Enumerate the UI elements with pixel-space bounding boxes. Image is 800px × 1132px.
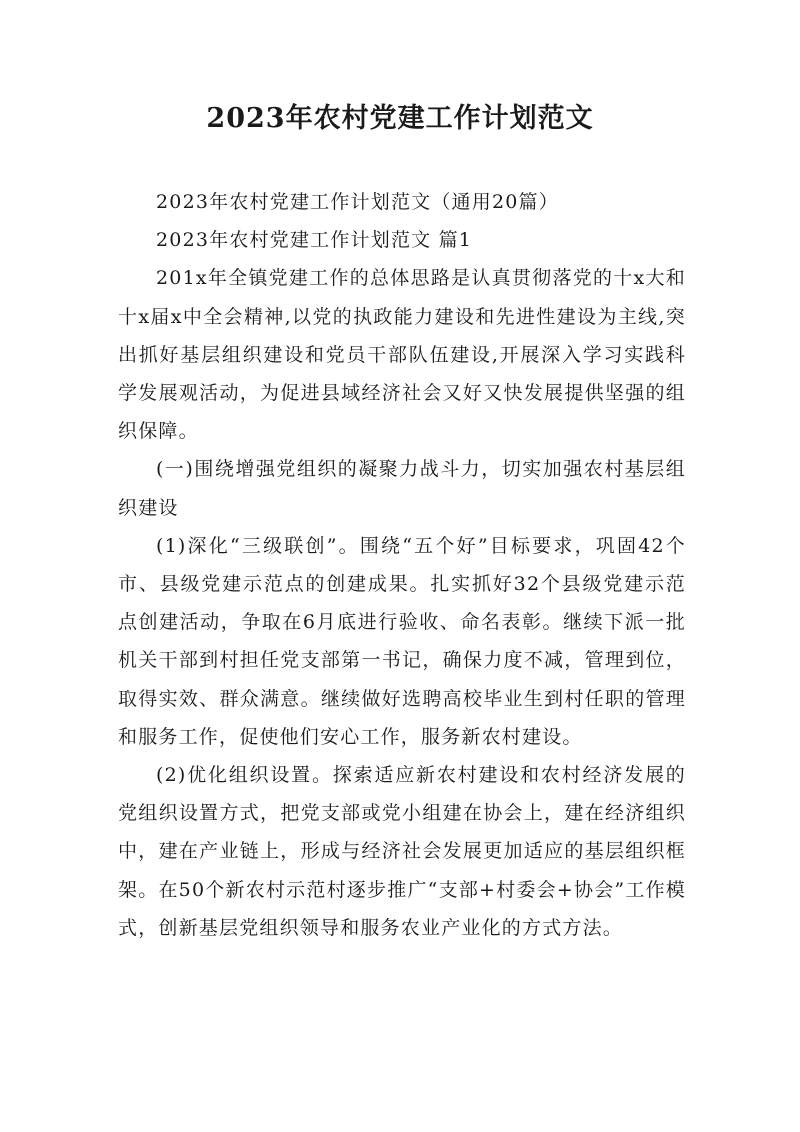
item-1-paragraph: (1)深化“三级联创”。围绕“五个好”目标要求，巩固42个市、县级党建示范点的创建成果。扎实抓好32个县级党建示范点创建活动，争取在6月底进行验收、命名表彰。继续下派一批机关干部到村担任党支部第一书记，确保力度不减，管理到位，取得实效、群众满意。继续做好选聘高校毕业生到村任职的管理和服务工作，促使他们安心工作，服务新农村建设。	[118, 534, 686, 748]
overview-paragraph: 201x年全镇党建工作的总体思路是认真贯彻落党的十x大和十x届x中全会精神,以党的执政能力建设和先进性建设为主线,突出抓好基层组织建设和党员干部队伍建设,开展深入学习实践科学发展观活动，为促进县域经济社会又好又快发展提供坚强的组织保障。	[118, 267, 686, 443]
document-body	[118, 183, 686, 947]
item-2-paragraph: (2)优化组织设置。探索适应新农村建设和农村经济发展的党组织设置方式，把党支部或党小组建在协会上，建在经济组织中，建在产业链上，形成与经济社会发展更加适应的基层组织框架。在50个新农村示范村逐步推广“支部+村委会+协会”工作模式，创新基层党组织领导和服务农业产业化的方式方法。	[118, 764, 686, 939]
part-one-heading-paragraph: (一)围绕增强党组织的凝聚力战斗力，切实加强农村基层组织建设	[118, 458, 686, 519]
document-title: 2023年农村党建工作计划范文	[206, 103, 594, 134]
subtitle-paragraph: 2023年农村党建工作计划范文（通用20篇）	[156, 191, 559, 213]
section-heading-paragraph: 2023年农村党建工作计划范文 篇1	[156, 229, 473, 252]
